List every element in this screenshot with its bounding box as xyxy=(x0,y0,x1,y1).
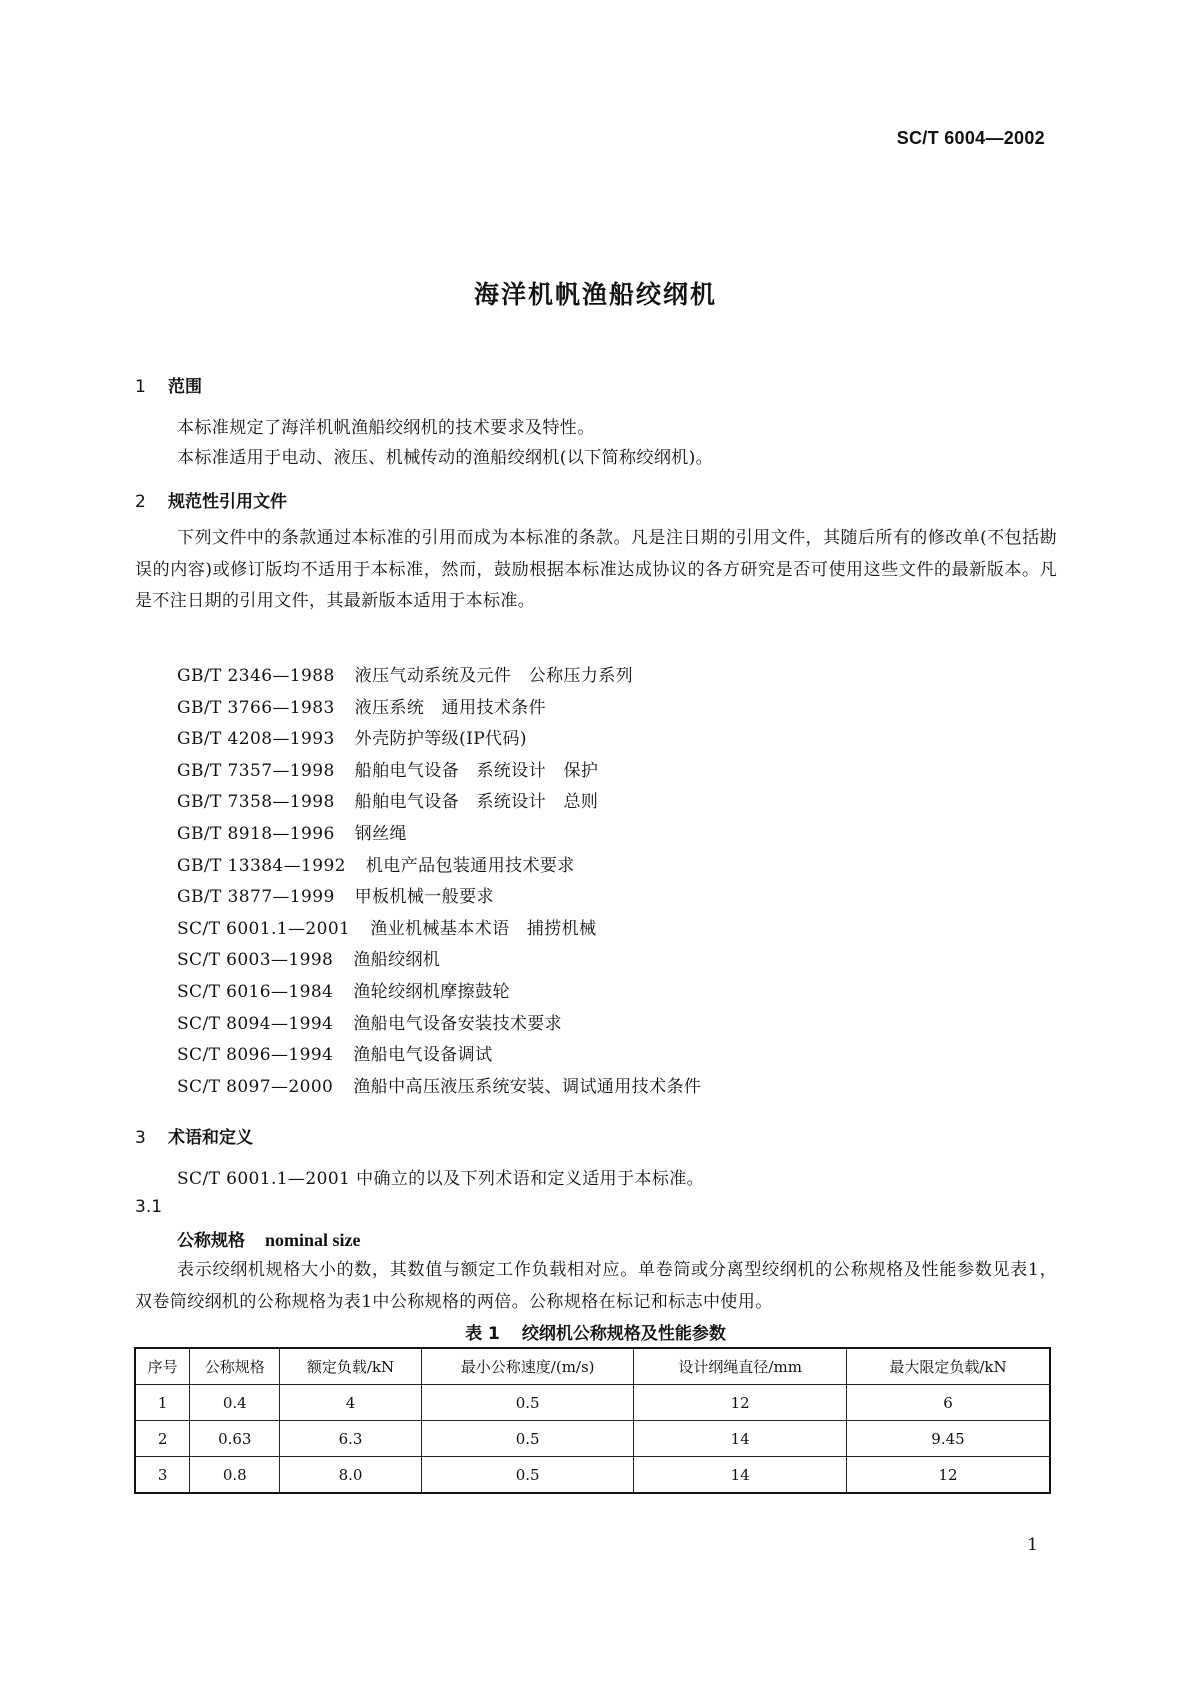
reference-title: 液压气动系统及元件 公称压力系列 xyxy=(354,666,634,686)
reference-code: GB/T 8918—1996 xyxy=(177,823,335,844)
reference-code: GB/T 7357—1998 xyxy=(177,760,335,781)
section-1-number: 1 xyxy=(135,377,146,397)
table-header-cell: 最小公称速度/(m/s) xyxy=(421,1348,634,1385)
reference-code: SC/T 6001.1—2001 xyxy=(177,918,351,939)
reference-item xyxy=(177,977,701,1009)
reference-code: GB/T 3766—1983 xyxy=(177,697,335,718)
section-2-title: 规范性引用文件 xyxy=(168,492,287,512)
section-1-paragraph-2: 本标准适用于电动、液压、机械传动的渔船绞纲机(以下简称绞纲机)。 xyxy=(177,448,714,468)
reference-code: SC/T 6003—1998 xyxy=(177,950,334,971)
table-cell: 0.4 xyxy=(190,1385,280,1421)
table-cell: 4 xyxy=(280,1385,422,1421)
reference-title: 液压系统 通用技术条件 xyxy=(354,697,547,718)
reference-item xyxy=(177,661,701,693)
normative-references-list xyxy=(177,661,701,1103)
reference-code: SC/T 8094—1994 xyxy=(177,1013,334,1034)
reference-code: GB/T 3877—1999 xyxy=(177,887,335,908)
table-cell: 2 xyxy=(135,1421,190,1457)
table-cell: 12 xyxy=(634,1385,847,1421)
table-cell: 8.0 xyxy=(280,1457,422,1494)
reference-title: 渔船电气设备调试 xyxy=(353,1045,493,1066)
reference-item xyxy=(177,724,701,756)
term-definition: 表示绞纲机规格大小的数，其数值与额定工作负载相对应。单卷筒或分离型绞纲机的公称规格及性能参数见表1，双卷筒绞纲机的公称规格为表1中公称规格的两倍。公称规格在标记和标志中使用。 xyxy=(135,1260,1057,1312)
table-header-cell: 最大限定负载/kN xyxy=(846,1348,1050,1385)
reference-code: GB/T 4208—1993 xyxy=(177,729,335,750)
table-header-cell: 额定负载/kN xyxy=(280,1348,422,1385)
table-caption xyxy=(0,1319,1191,1344)
reference-item xyxy=(177,1040,701,1072)
reference-code: GB/T 7358—1998 xyxy=(177,792,335,813)
document-title: 海洋机帆渔船绞纲机 xyxy=(473,280,717,309)
table-header-row xyxy=(135,1348,1050,1385)
term-name xyxy=(177,1226,361,1251)
reference-item xyxy=(177,882,701,914)
table-row xyxy=(135,1385,1050,1421)
table-cell: 6 xyxy=(846,1385,1050,1421)
section-3-title: 术语和定义 xyxy=(168,1128,253,1148)
reference-item xyxy=(177,787,701,819)
reference-code: SC/T 8097—2000 xyxy=(177,1076,334,1097)
term-name-cn: 公称规格 xyxy=(177,1231,245,1251)
section-3-heading xyxy=(135,1123,253,1148)
table-header-cell: 公称规格 xyxy=(190,1348,280,1385)
reference-item xyxy=(177,914,701,946)
reference-code: SC/T 6016—1984 xyxy=(177,981,334,1002)
reference-item xyxy=(177,756,701,788)
table-cell: 0.5 xyxy=(421,1385,634,1421)
table-cell: 0.63 xyxy=(190,1421,280,1457)
reference-item xyxy=(177,945,701,977)
reference-title: 甲板机械一般要求 xyxy=(354,887,494,908)
section-2-number: 2 xyxy=(135,492,146,512)
reference-title: 船舶电气设备 系统设计 保护 xyxy=(354,760,599,781)
table-cell: 14 xyxy=(634,1421,847,1457)
term-number: 3.1 xyxy=(135,1197,163,1217)
section-3-number: 3 xyxy=(135,1128,146,1148)
table-cell: 0.5 xyxy=(421,1457,634,1494)
page-number: 1 xyxy=(1027,1535,1038,1555)
reference-title: 钢丝绳 xyxy=(354,823,407,844)
table-cell: 9.45 xyxy=(846,1421,1050,1457)
reference-item xyxy=(177,819,701,851)
table-header-cell: 序号 xyxy=(135,1348,190,1385)
table-cell: 0.8 xyxy=(190,1457,280,1494)
table-row xyxy=(135,1421,1050,1457)
reference-title: 渔业机械基本术语 捕捞机械 xyxy=(370,918,597,939)
reference-title: 船舶电气设备 系统设计 总则 xyxy=(354,792,599,813)
spec-table xyxy=(134,1347,1051,1494)
reference-item xyxy=(177,851,701,883)
reference-code: GB/T 2346—1988 xyxy=(177,666,335,686)
reference-item xyxy=(177,1009,701,1041)
table-cell: 3 xyxy=(135,1457,190,1494)
table-cell: 12 xyxy=(846,1457,1050,1494)
section-2-heading xyxy=(135,487,287,512)
table-cell: 14 xyxy=(634,1457,847,1494)
table-header-cell: 设计纲绳直径/mm xyxy=(634,1348,847,1385)
section-1-heading xyxy=(135,372,202,397)
table-cell: 0.5 xyxy=(421,1421,634,1457)
reference-title: 渔船绞纲机 xyxy=(353,950,441,971)
reference-item xyxy=(177,1072,701,1104)
section-1-title: 范围 xyxy=(168,377,202,397)
table-row xyxy=(135,1457,1050,1494)
reference-item xyxy=(177,693,701,725)
standard-code: SC/T 6004—2002 xyxy=(896,128,1045,148)
section-1-paragraph-1: 本标准规定了海洋机帆渔船绞纲机的技术要求及特性。 xyxy=(177,418,595,438)
reference-code: GB/T 13384—1992 xyxy=(177,855,346,876)
reference-title: 机电产品包装通用技术要求 xyxy=(365,855,575,876)
section-2-paragraph: 下列文件中的条款通过本标准的引用而成为本标准的条款。凡是注日期的引用文件，其随后所有的修改单(不包括勘误的内容)或修订版均不适用于本标准，然而，鼓励根据本标准达成协议的各方研究是否可使用这些文件的最新版本。凡是不注日期的引用文件，其最新版本适用于本标准。 xyxy=(135,528,1057,611)
reference-title: 渔轮绞纲机摩擦鼓轮 xyxy=(353,981,510,1002)
table-cell: 1 xyxy=(135,1385,190,1421)
table-caption-title: 绞纲机公称规格及性能参数 xyxy=(521,1324,726,1344)
reference-title: 渔船电气设备安装技术要求 xyxy=(353,1013,563,1034)
term-name-en: nominal size xyxy=(265,1230,361,1250)
table-cell: 6.3 xyxy=(280,1421,422,1457)
reference-title: 渔船中高压液压系统安装、调试通用技术条件 xyxy=(353,1076,702,1097)
reference-title: 外壳防护等级(IP代码) xyxy=(354,729,527,750)
table-caption-number: 表 1 xyxy=(465,1324,500,1344)
reference-code: SC/T 8096—1994 xyxy=(177,1045,334,1066)
section-3-paragraph: SC/T 6001.1—2001 中确立的以及下列术语和定义适用于本标准。 xyxy=(177,1169,705,1189)
